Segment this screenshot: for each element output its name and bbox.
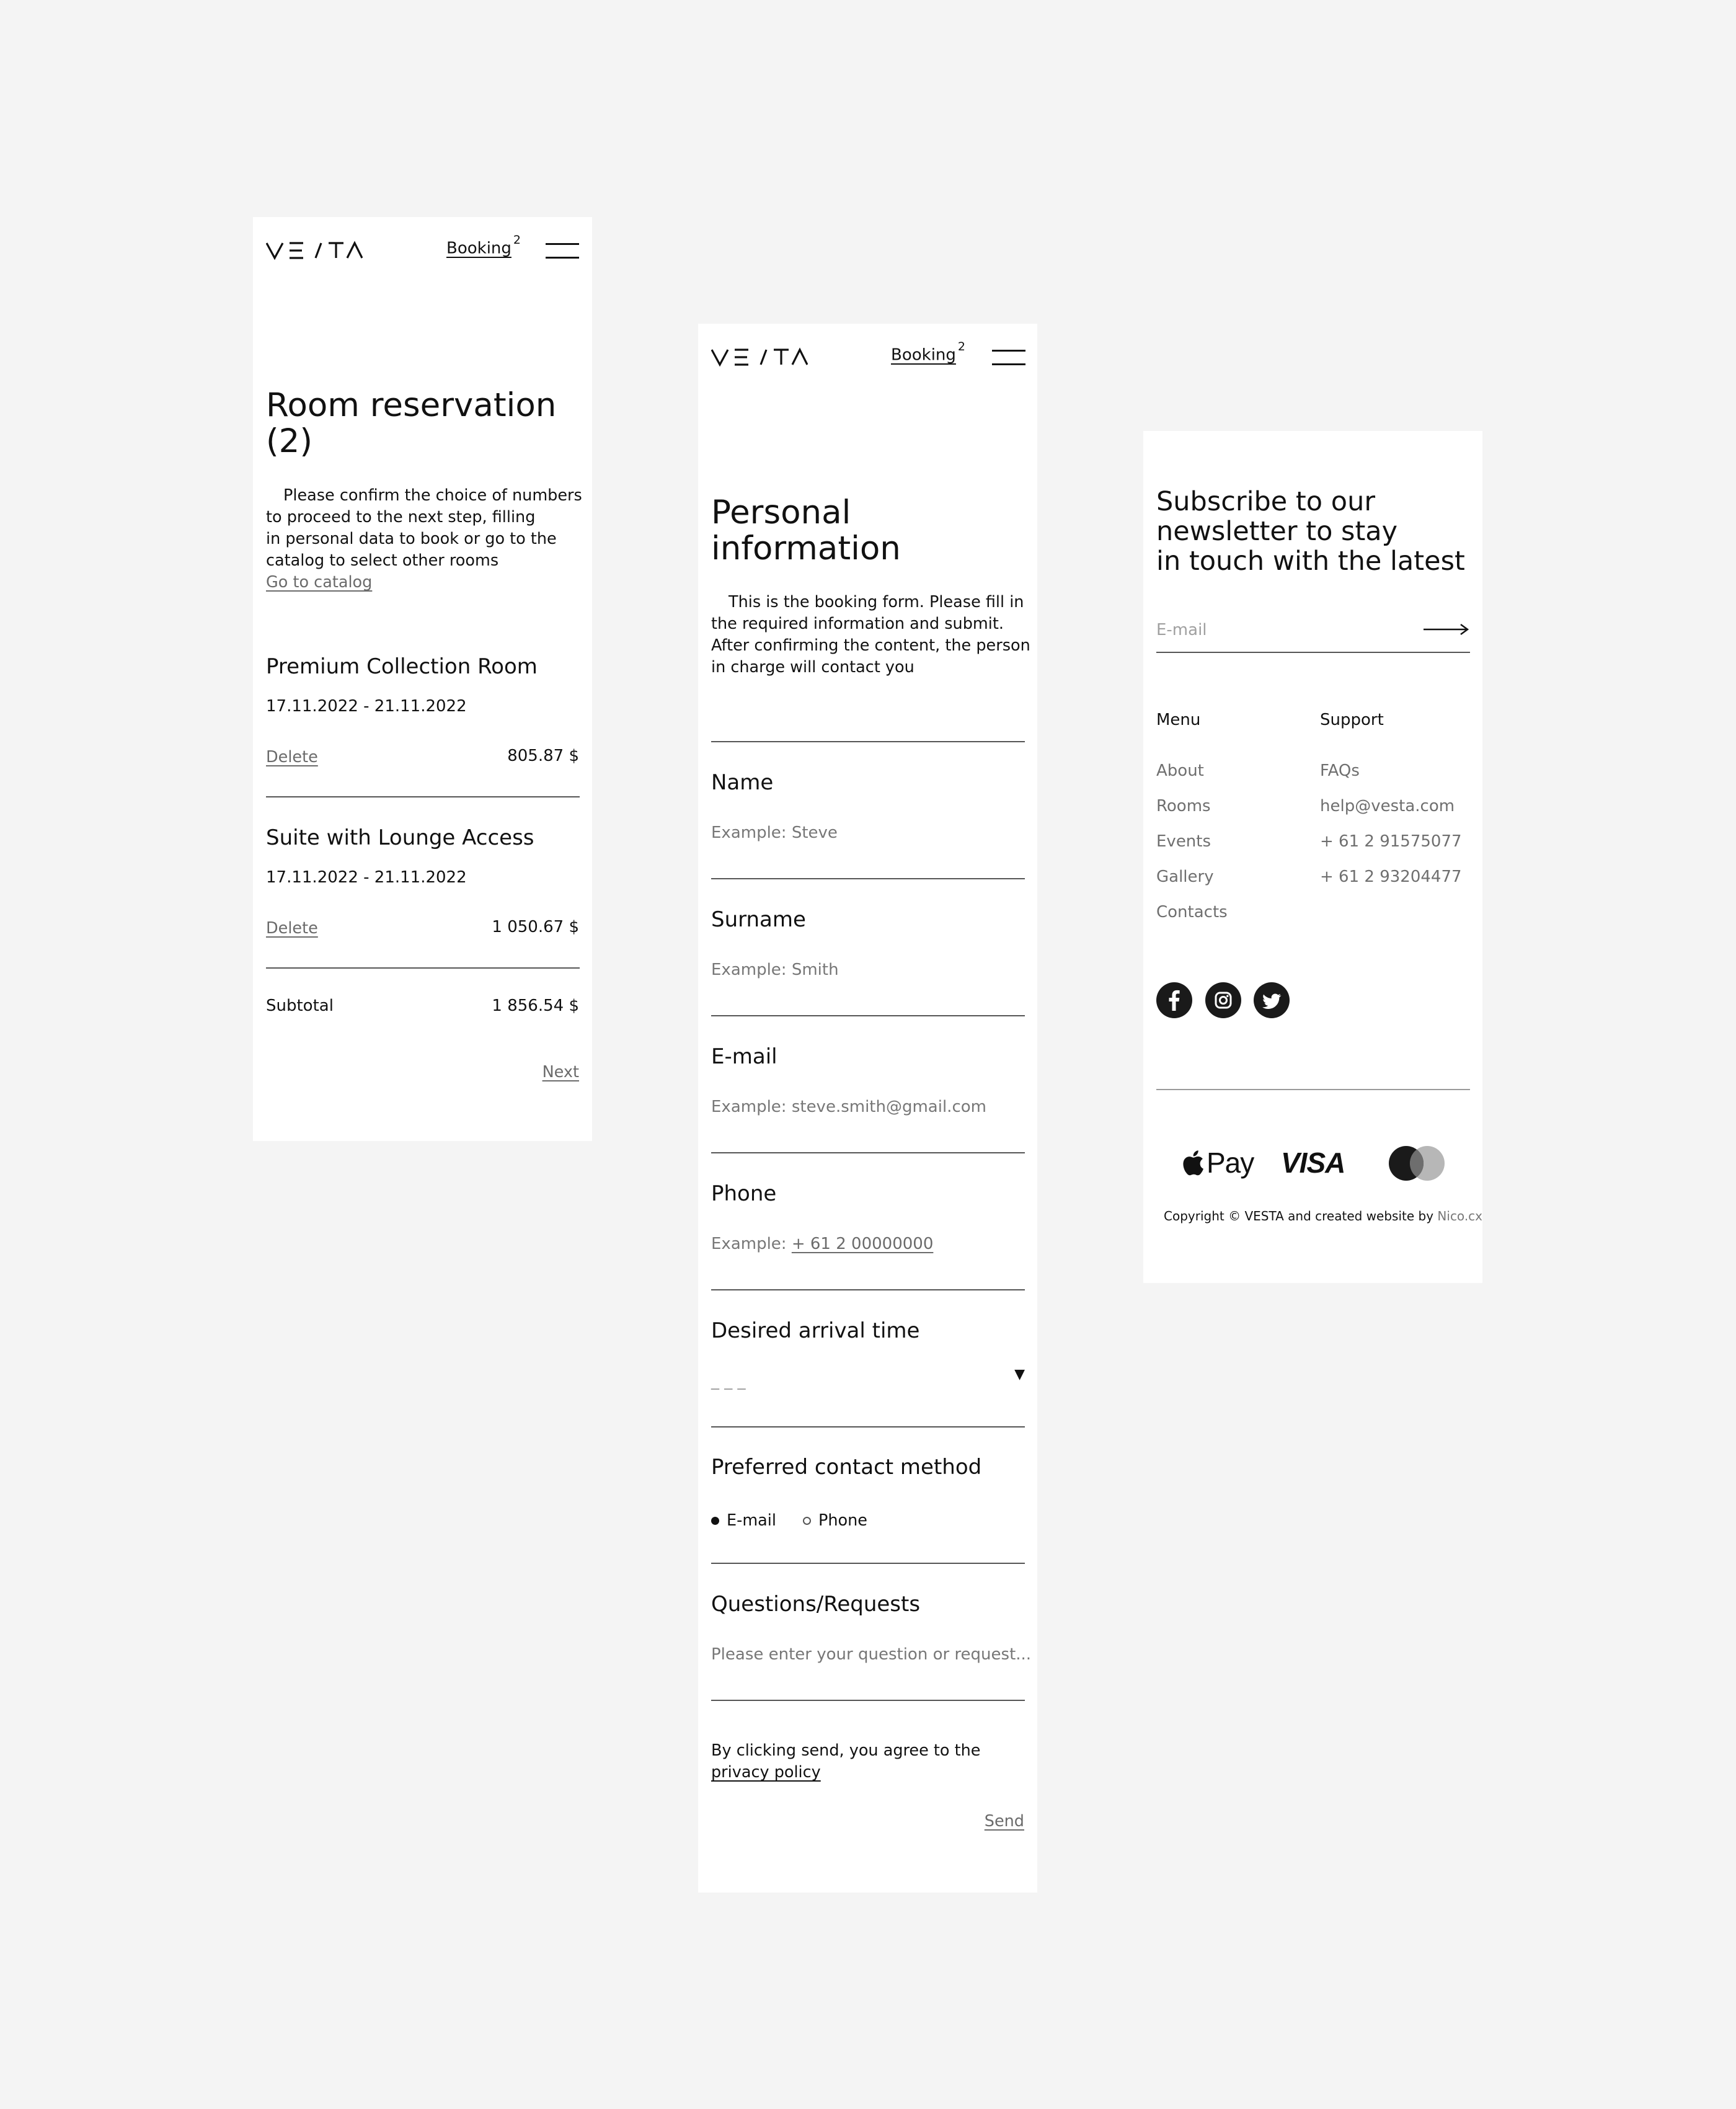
booking-count: 2 [957, 340, 966, 353]
footer-link-rooms[interactable]: Rooms [1156, 797, 1211, 815]
footer-link-events[interactable]: Events [1156, 832, 1211, 851]
arrival-value: _ _ _ [711, 1372, 746, 1390]
phone-input[interactable]: Example: + 61 2 00000000 [711, 1235, 934, 1253]
divider [711, 1289, 1025, 1290]
mastercard-icon [1388, 1145, 1446, 1181]
footer-link-email[interactable]: help@vesta.com [1320, 797, 1455, 815]
booking-count: 2 [513, 233, 521, 247]
divider [266, 796, 580, 797]
divider [1156, 652, 1470, 653]
booking-label: Booking [891, 345, 956, 365]
footer-panel [1143, 431, 1482, 1283]
email-input[interactable]: Example: steve.smith@gmail.com [711, 1098, 986, 1116]
booking-link[interactable] [891, 340, 966, 365]
surname-input[interactable]: Example: Smith [711, 961, 839, 979]
room-price: 1 050.67 $ [492, 918, 579, 936]
room-dates: 17.11.2022 - 21.11.2022 [266, 697, 467, 716]
twitter-icon[interactable] [1254, 982, 1290, 1018]
radio-phone[interactable]: Phone [803, 1510, 867, 1531]
menu-burger-icon[interactable] [546, 243, 579, 259]
divider [266, 967, 580, 969]
support-heading: Support [1320, 711, 1384, 729]
chevron-down-icon: ▼ [1014, 1367, 1025, 1382]
contact-method-label: Preferred contact method [711, 1455, 982, 1480]
newsletter-heading: Subscribe to our newsletter to stay in touch with the latest [1156, 486, 1465, 577]
menu-burger-icon[interactable] [992, 350, 1025, 366]
radio-selected-icon [711, 1517, 719, 1525]
phone-label: Phone [711, 1181, 777, 1206]
form-description: This is the booking form. Please fill in the required information and submit. After confirming the content, the person in charge will contact you [711, 593, 1030, 677]
agreement-text: By clicking send, you agree to the privacy policy [711, 1740, 980, 1783]
room-price: 805.87 $ [507, 747, 579, 765]
instagram-icon[interactable] [1205, 982, 1241, 1018]
arrow-right-icon[interactable] [1424, 623, 1469, 636]
room-dates: 17.11.2022 - 21.11.2022 [266, 868, 467, 887]
facebook-icon[interactable] [1156, 982, 1192, 1018]
footer-link-phone-1[interactable]: + 61 2 91575077 [1320, 832, 1462, 851]
divider [1156, 1089, 1470, 1090]
divider [711, 1152, 1025, 1153]
divider [711, 1426, 1025, 1427]
email-label: E-mail [711, 1044, 777, 1069]
reservation-panel [253, 217, 592, 1141]
divider [711, 1015, 1025, 1016]
credit-link[interactable]: Nico.cx [1437, 1209, 1483, 1223]
page-title: Room reservation (2) [266, 386, 557, 460]
questions-label: Questions/Requests [711, 1592, 921, 1617]
vesta-logo[interactable] [266, 238, 363, 262]
footer-link-contacts[interactable]: Contacts [1156, 903, 1228, 921]
send-button[interactable]: Send [984, 1812, 1024, 1831]
copyright-text: Copyright © VESTA and created website by Nico.cx [1164, 1209, 1483, 1223]
radio-email[interactable]: E-mail [711, 1510, 776, 1531]
newsletter-email-input[interactable]: E-mail [1156, 621, 1207, 639]
divider [711, 878, 1025, 879]
booking-label: Booking [446, 239, 512, 258]
privacy-policy-link[interactable]: privacy policy [711, 1763, 821, 1782]
page-title: Personal information [711, 494, 901, 567]
footer-link-phone-2[interactable]: + 61 2 93204477 [1320, 868, 1462, 886]
apple-icon [1182, 1149, 1204, 1176]
radio-unselected-icon [803, 1517, 811, 1525]
visa-logo: VISA [1281, 1147, 1345, 1179]
footer-link-faqs[interactable]: FAQs [1320, 761, 1360, 780]
arrival-label: Desired arrival time [711, 1318, 920, 1343]
footer-link-about[interactable]: About [1156, 761, 1204, 780]
apple-pay-logo: Pay [1182, 1144, 1254, 1181]
footer-link-gallery[interactable]: Gallery [1156, 868, 1214, 886]
vesta-logo[interactable] [711, 345, 808, 368]
go-to-catalog-link[interactable]: Go to catalog [266, 573, 373, 592]
divider [711, 1563, 1025, 1564]
delete-room-button[interactable]: Delete [266, 748, 318, 766]
next-button[interactable]: Next [542, 1063, 579, 1081]
booking-link[interactable] [446, 233, 521, 258]
menu-heading: Menu [1156, 711, 1201, 729]
reservation-description: Please confirm the choice of numbers to proceed to the next step, filling in personal data to book or go to the catalog to select other rooms Go to catalog [266, 485, 588, 593]
divider [711, 1700, 1025, 1701]
divider [711, 741, 1025, 742]
surname-label: Surname [711, 907, 806, 932]
room-name: Premium Collection Room [266, 654, 538, 679]
questions-textarea[interactable]: Please enter your question or request... [711, 1645, 1032, 1664]
delete-room-button[interactable]: Delete [266, 919, 318, 938]
subtotal-value: 1 856.54 $ [492, 997, 579, 1015]
subtotal-label: Subtotal [266, 997, 334, 1015]
name-label: Name [711, 770, 774, 795]
name-input[interactable]: Example: Steve [711, 824, 838, 842]
personal-info-panel [698, 324, 1037, 1893]
room-name: Suite with Lounge Access [266, 825, 534, 850]
arrival-time-select[interactable] [711, 1367, 1025, 1404]
